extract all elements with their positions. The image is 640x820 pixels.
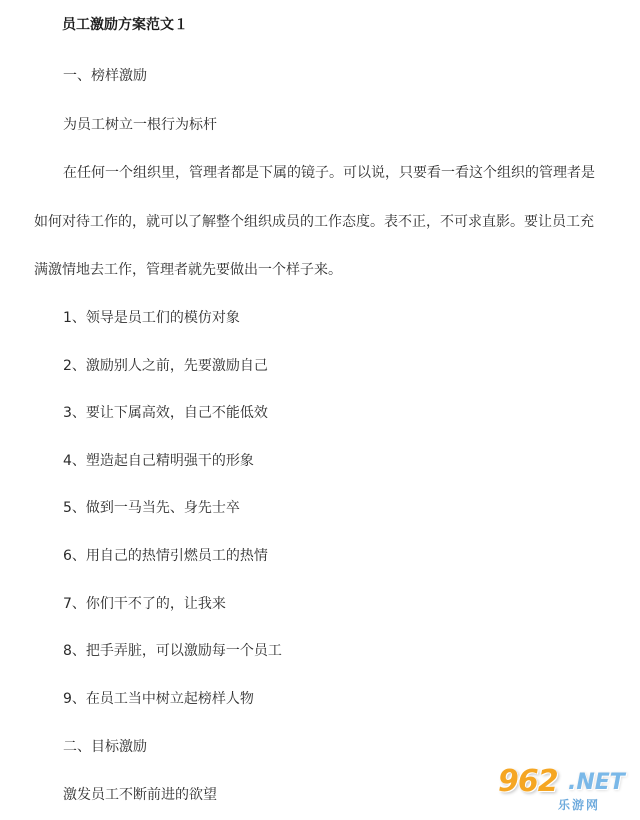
- list-item: 6、用自己的热情引燃员工的热情: [63, 548, 268, 564]
- subheading: 为员工树立一根行为标杆: [63, 117, 217, 133]
- list-item: 9、在员工当中树立起榜样人物: [63, 691, 254, 707]
- paragraph-line: 如何对待工作的，就可以了解整个组织成员的工作态度。表不正，不可求直影。要让员工充: [34, 214, 594, 230]
- list-item: 5、做到一马当先、身先士卒: [63, 500, 240, 516]
- list-item: 1、领导是员工们的模仿对象: [63, 310, 240, 326]
- watermark-number: 962: [498, 764, 558, 799]
- subheading: 激发员工不断前进的欲望: [63, 787, 217, 803]
- section-heading-1: 一、榜样激励: [63, 68, 147, 84]
- list-item: 3、要让下属高效，自己不能低效: [63, 405, 268, 421]
- document-title: 员工激励方案范文１: [62, 17, 188, 33]
- section-heading-2: 二、目标激励: [63, 739, 147, 755]
- list-item: 4、塑造起自己精明强干的形象: [63, 453, 254, 469]
- paragraph-line: 满激情地去工作，管理者就先要做出一个样子来。: [34, 262, 342, 278]
- watermark-suffix: .NET: [568, 770, 625, 795]
- site-watermark-logo: [498, 764, 632, 816]
- paragraph-line: 在任何一个组织里，管理者都是下属的镜子。可以说，只要看一看这个组织的管理者是: [63, 165, 595, 181]
- list-item: 2、激励别人之前，先要激励自己: [63, 358, 268, 374]
- watermark-site-name: 乐游网: [558, 798, 601, 812]
- list-item: 7、你们干不了的，让我来: [63, 596, 226, 612]
- list-item: 8、把手弄脏，可以激励每一个员工: [63, 643, 282, 659]
